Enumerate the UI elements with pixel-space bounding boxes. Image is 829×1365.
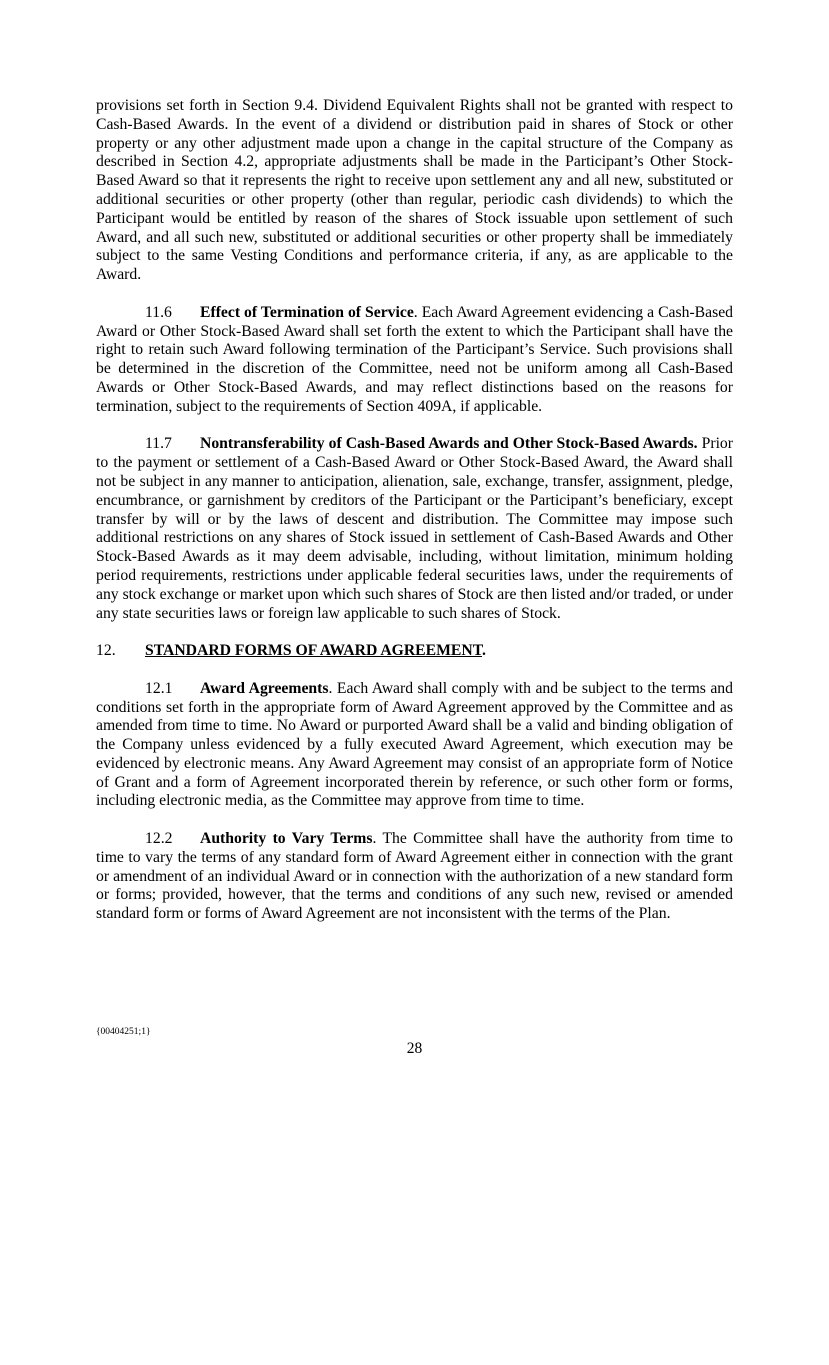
page-number: 28: [406, 1040, 423, 1057]
text-run: . Each Award shall comply with and be subject to the terms and conditions set forth in the appropriate form of Award Agreement approved by the Committee and as amended from time to time. No Award or purported Award shall be a valid and binding obligation of the Company unless evidenced by a fully executed Award Agreement, which execution may be evidenced by electronic means. Any Award Agreement may consist of an appropriate form of Notice of Grant and a form of Agreement incorporated therein by reference, or such other form or forms, including electronic media, as the Committee may approve from time to time.: [96, 679, 733, 810]
text-run: Authority to Vary Terms: [200, 830, 373, 848]
paragraph: [96, 830, 733, 924]
paragraph: [96, 680, 733, 812]
paragraph: [96, 304, 733, 417]
paragraph-number: 11.6: [145, 303, 172, 321]
text-run: Nontransferability of Cash-Based Awards and Other Stock-Based Awards.: [200, 435, 698, 453]
document-control-number: {00404251;1}: [96, 1027, 151, 1037]
paragraph-number: 12.: [96, 642, 116, 660]
page-body: [96, 97, 733, 943]
text-run: Effect of Termination of Service: [200, 303, 414, 321]
paragraph: [96, 435, 733, 623]
text-run: .: [482, 642, 486, 660]
text-run: provisions set forth in Section 9.4. Dividend Equivalent Rights shall not be granted with respect to Cash-Based Awards. In the event of a dividend or distribution paid in shares of Stock or other property or any other adjustment made upon a change in the capital structure of the Company as described in Section 4.2, appropriate adjustments shall be made in the Participant’s Other Stock-Based Award so that it represents the right to receive upon settlement any and all new, substituted or additional securities or other property (other than regular, periodic cash dividends) to which the Participant would be entitled by reason of the shares of Stock issuable upon settlement of such Award, and all such new, substituted or additional securities or other property shall be immediately subject to the same Vesting Conditions and performance criteria, if any, as are applicable to the Award.: [96, 97, 733, 284]
text-run: . The Committee shall have the authority from time to time to vary the terms of any standard form of Award Agreement either in connection with the grant or amendment of an individual Award or in connection with the authorization of a new standard form or forms; provided, however, that the terms and conditions of any such new, revised or amended standard form or forms of Award Agreement are not inconsistent with the terms of the Plan.: [96, 830, 733, 923]
text-run: . Each Award Agreement evidencing a Cash-Based Award or Other Stock-Based Award shall set forth the extent to which the Participant shall have the right to retain such Award following termination of the Participant’s Service. Such provisions shall be determined in the discretion of the Committee, need not be uniform among all Cash-Based Awards or Other Stock-Based Awards, and may reflect distinctions based on the reasons for termination, subject to the requirements of Section 409A, if applicable.: [96, 303, 733, 415]
paragraph-number: 12.1: [145, 679, 173, 697]
paragraph: [96, 97, 733, 285]
text-run: Prior to the payment or settlement of a Cash-Based Award or Other Stock-Based Award, the Award shall not be subject in any manner to anticipation, alienation, sale, exchange, transfer, assignment, pledge, encumbrance, or garnishment by creditors of the Participant or the Participant’s beneficiary, except transfer by will or by the laws of descent and distribution. The Committee may impose such additional restrictions on any shares of Stock issued in settlement of Cash-Based Awards and Other Stock-Based Awards as it may deem advisable, including, without limitation, minimum holding period requirements, restrictions under applicable federal securities laws, under the requirements of any stock exchange or market upon which such shares of Stock are then listed and/or traded, or under any state securities laws or foreign law applicable to such shares of Stock.: [96, 435, 734, 622]
paragraph-number: 12.2: [145, 830, 173, 848]
paragraph-number: 11.7: [145, 435, 172, 453]
text-run: Award Agreements: [200, 679, 329, 697]
text-run: STANDARD FORMS OF AWARD AGREEMENT: [145, 642, 483, 660]
section-heading: [96, 642, 733, 661]
